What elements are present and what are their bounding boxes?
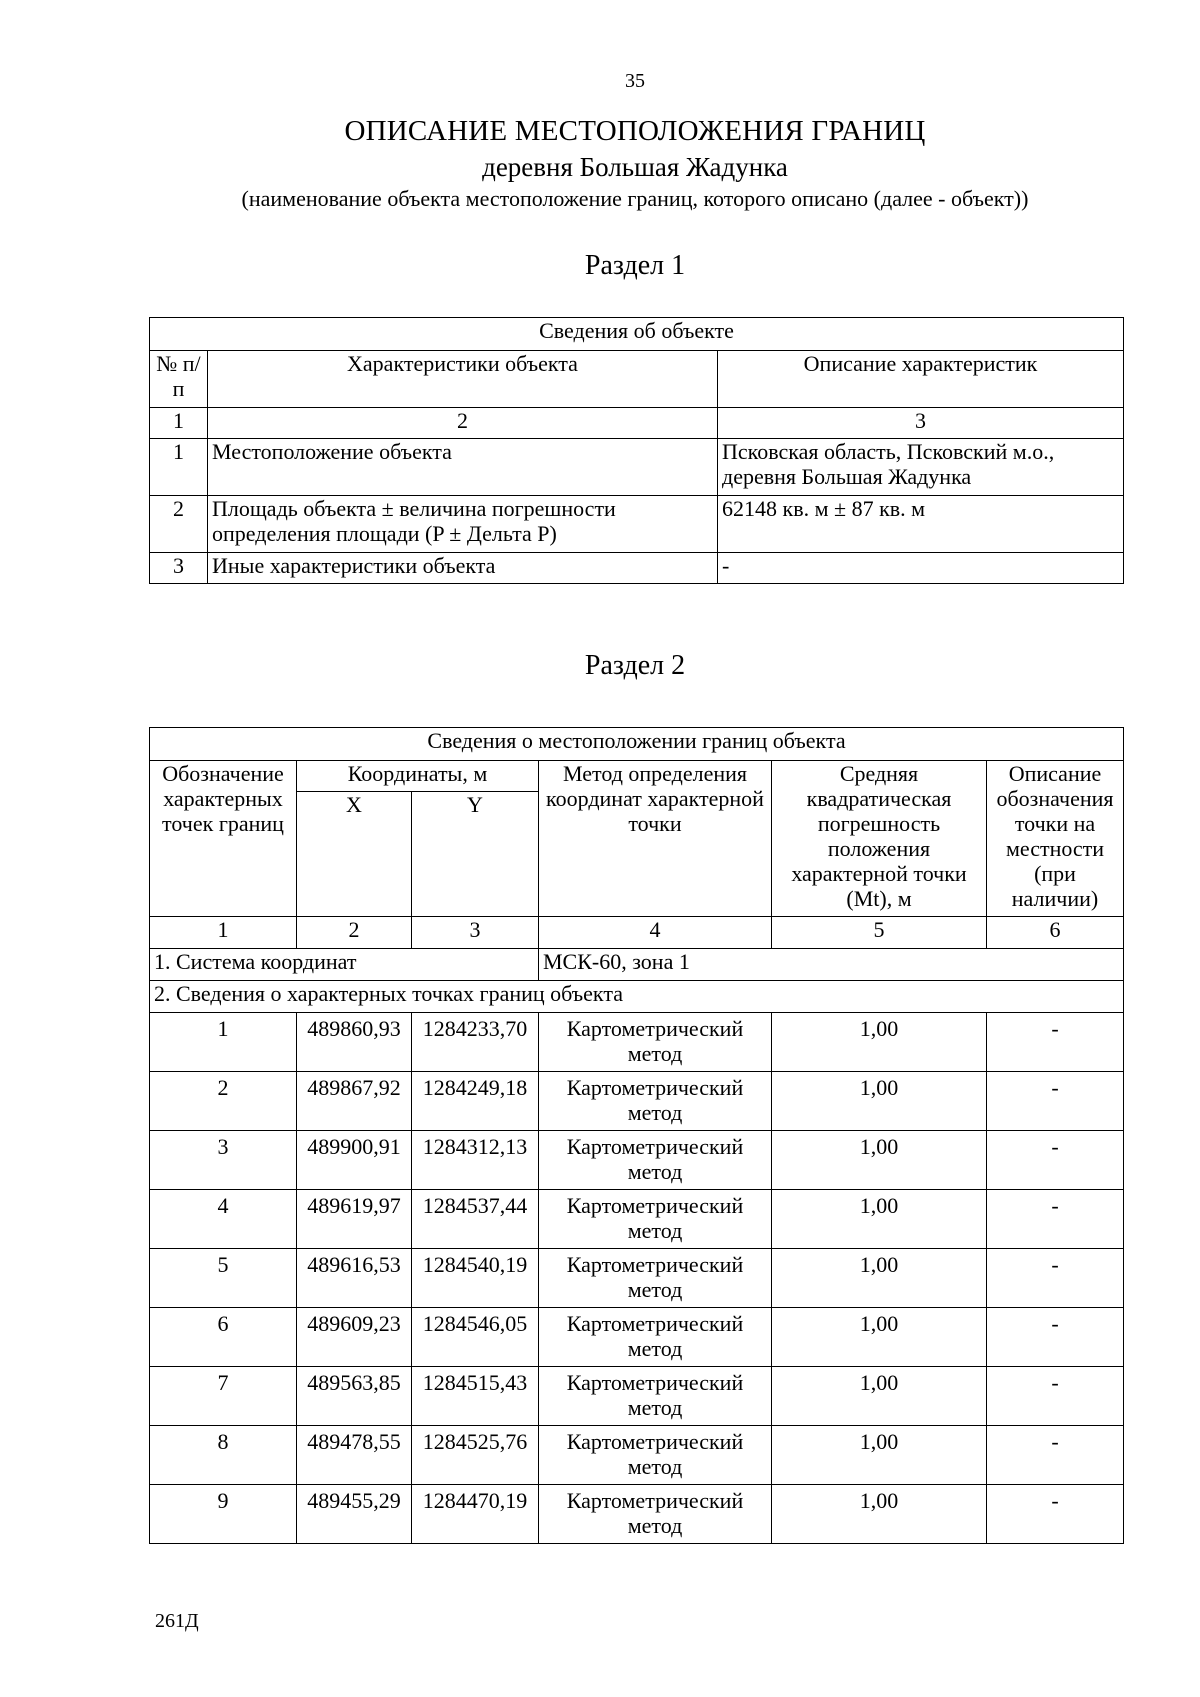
column-header-method: Метод определения координат характерной точки <box>539 761 772 917</box>
column-header-description: Описание характеристик <box>718 351 1124 408</box>
point-y: 1284470,19 <box>412 1485 539 1544</box>
point-y: 1284515,43 <box>412 1367 539 1426</box>
point-method: Картометрический метод <box>539 1190 772 1249</box>
point-description: - <box>987 1072 1124 1131</box>
point-id: 8 <box>150 1426 297 1485</box>
table-row <box>150 496 1124 553</box>
column-header-y: Y <box>412 792 539 917</box>
table-row <box>150 1249 1124 1308</box>
column-number-row <box>150 408 1124 439</box>
point-x: 489563,85 <box>297 1367 412 1426</box>
point-id: 5 <box>150 1249 297 1308</box>
point-x: 489455,29 <box>297 1485 412 1544</box>
point-error: 1,00 <box>772 1190 987 1249</box>
point-method: Картометрический метод <box>539 1131 772 1190</box>
point-method: Картометрический метод <box>539 1426 772 1485</box>
section-2-heading: Раздел 2 <box>584 650 686 681</box>
point-method: Картометрический метод <box>539 1308 772 1367</box>
point-error: 1,00 <box>772 1308 987 1367</box>
table-title: Сведения об объекте <box>150 318 1124 351</box>
object-info-table <box>149 317 1124 584</box>
table-row <box>150 1367 1124 1426</box>
section-1-heading: Раздел 1 <box>584 250 686 281</box>
table-row <box>150 1485 1124 1544</box>
point-id: 9 <box>150 1485 297 1544</box>
column-number: 2 <box>208 408 718 439</box>
point-error: 1,00 <box>772 1367 987 1426</box>
table-row <box>150 1013 1124 1072</box>
point-method: Картометрический метод <box>539 1013 772 1072</box>
point-description: - <box>987 1131 1124 1190</box>
point-id: 6 <box>150 1308 297 1367</box>
column-header-point: Обозначение характерных точек границ <box>150 761 297 917</box>
coordinate-system-label: 1. Система координат <box>150 949 539 981</box>
column-header-description: Описание обозначения точки на местности (при наличии) <box>987 761 1124 917</box>
point-description: - <box>987 1426 1124 1485</box>
point-error: 1,00 <box>772 1013 987 1072</box>
coordinate-system-row <box>150 949 1124 981</box>
point-x: 489616,53 <box>297 1249 412 1308</box>
point-y: 1284537,44 <box>412 1190 539 1249</box>
points-section-label: 2. Сведения о характерных точках границ объекта <box>150 981 1124 1013</box>
point-id: 3 <box>150 1131 297 1190</box>
point-error: 1,00 <box>772 1072 987 1131</box>
column-number: 3 <box>718 408 1124 439</box>
point-id: 2 <box>150 1072 297 1131</box>
column-number: 1 <box>150 408 208 439</box>
column-number: 2 <box>297 917 412 949</box>
point-y: 1284525,76 <box>412 1426 539 1485</box>
page-number: 35 <box>625 70 645 92</box>
point-error: 1,00 <box>772 1485 987 1544</box>
table-row <box>150 1426 1124 1485</box>
point-description: - <box>987 1367 1124 1426</box>
point-y: 1284312,13 <box>412 1131 539 1190</box>
point-x: 489867,92 <box>297 1072 412 1131</box>
table-row <box>150 553 1124 584</box>
column-header-number: № п/п <box>150 351 208 408</box>
point-x: 489609,23 <box>297 1308 412 1367</box>
points-label-row <box>150 981 1124 1013</box>
point-error: 1,00 <box>772 1249 987 1308</box>
point-id: 1 <box>150 1013 297 1072</box>
table-row <box>150 1131 1124 1190</box>
row-number: 1 <box>150 439 208 496</box>
row-number: 2 <box>150 496 208 553</box>
point-y: 1284540,19 <box>412 1249 539 1308</box>
boundary-points-table <box>149 727 1124 1544</box>
column-header-error: Средняя квадратическая погрешность положения характерной точки (Mt), м <box>772 761 987 917</box>
column-number-row <box>150 917 1124 949</box>
point-y: 1284233,70 <box>412 1013 539 1072</box>
table-row <box>150 439 1124 496</box>
column-number: 1 <box>150 917 297 949</box>
row-characteristic: Местоположение объекта <box>208 439 718 496</box>
point-error: 1,00 <box>772 1426 987 1485</box>
point-y: 1284249,18 <box>412 1072 539 1131</box>
point-x: 489900,91 <box>297 1131 412 1190</box>
table-row <box>150 1072 1124 1131</box>
table-row <box>150 1190 1124 1249</box>
point-y: 1284546,05 <box>412 1308 539 1367</box>
point-x: 489478,55 <box>297 1426 412 1485</box>
column-header-characteristic: Характеристики объекта <box>208 351 718 408</box>
footer-code: 261Д <box>155 1610 199 1632</box>
point-error: 1,00 <box>772 1131 987 1190</box>
point-method: Картометрический метод <box>539 1249 772 1308</box>
point-description: - <box>987 1249 1124 1308</box>
row-description: - <box>718 553 1124 584</box>
row-number: 3 <box>150 553 208 584</box>
row-description: 62148 кв. м ± 87 кв. м <box>718 496 1124 553</box>
column-number: 4 <box>539 917 772 949</box>
table-row <box>150 1308 1124 1367</box>
column-header-coordinates: Координаты, м <box>297 761 539 792</box>
point-description: - <box>987 1485 1124 1544</box>
point-description: - <box>987 1013 1124 1072</box>
point-id: 4 <box>150 1190 297 1249</box>
point-id: 7 <box>150 1367 297 1426</box>
point-method: Картометрический метод <box>539 1485 772 1544</box>
point-method: Картометрический метод <box>539 1072 772 1131</box>
column-number: 5 <box>772 917 987 949</box>
point-method: Картометрический метод <box>539 1367 772 1426</box>
column-number: 3 <box>412 917 539 949</box>
point-description: - <box>987 1308 1124 1367</box>
document-title: ОПИСАНИЕ МЕСТОПОЛОЖЕНИЯ ГРАНИЦ <box>344 115 926 147</box>
point-x: 489619,97 <box>297 1190 412 1249</box>
row-description: Псковская область, Псковский м.о., деревня Большая Жадунка <box>718 439 1124 496</box>
document-subtitle: деревня Большая Жадунка <box>482 152 788 182</box>
column-header-x: X <box>297 792 412 917</box>
row-characteristic: Иные характеристики объекта <box>208 553 718 584</box>
table-title: Сведения о местоположении границ объекта <box>150 728 1124 761</box>
coordinate-system-value: МСК-60, зона 1 <box>539 949 1124 981</box>
document-note: (наименование объекта местоположение границ, которого описано (далее - объект)) <box>241 186 1029 211</box>
point-description: - <box>987 1190 1124 1249</box>
point-x: 489860,93 <box>297 1013 412 1072</box>
column-number: 6 <box>987 917 1124 949</box>
row-characteristic: Площадь объекта ± величина погрешности определения площади (P ± Дельта P) <box>208 496 718 553</box>
